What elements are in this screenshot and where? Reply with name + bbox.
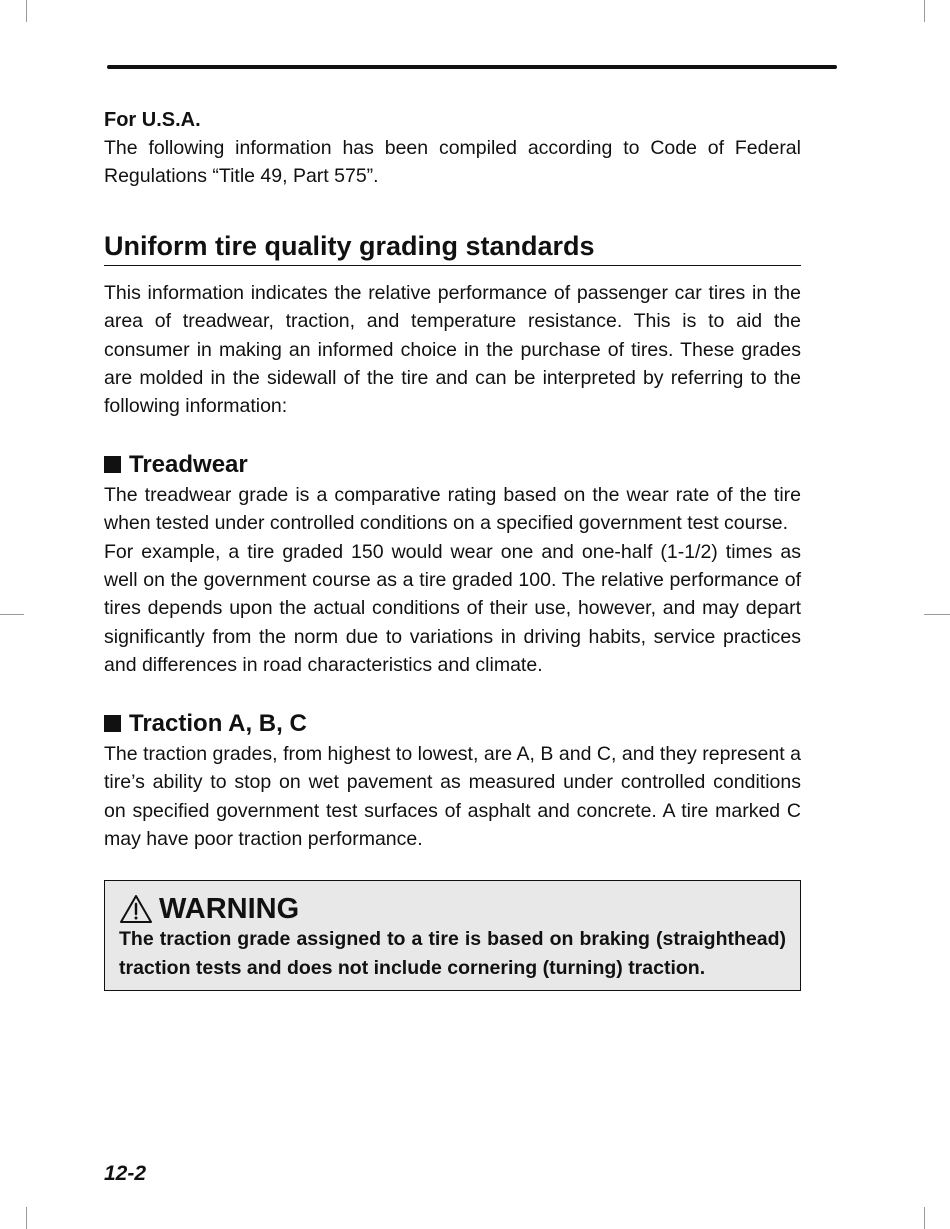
page-number: 12-2 [104,1162,147,1185]
page-content [104,106,801,991]
warning-box [104,880,801,991]
traction-heading-label: Traction A, B, C [129,709,307,737]
warning-text: The traction grade assigned to a tire is based on braking (straighthead) traction tests and does not include cornering (turning) traction. [119,928,786,979]
section-title: Uniform tire quality grading standards [104,229,801,266]
warning-title-label: WARNING [159,893,300,926]
treadwear-heading [104,449,801,481]
crop-mark-bottom-left [26,1207,27,1229]
region-heading: For U.S.A. [104,109,201,131]
warning-triangle-icon [119,894,153,924]
crop-mark-bottom-right [924,1207,925,1229]
treadwear-paragraph-1: The treadwear grade is a comparative rating based on the wear rate of the tire when tested under controlled conditions on a specified government test course. [104,483,801,535]
treadwear-heading-label: Treadwear [129,450,248,478]
crop-mark-top-left [26,0,27,22]
top-rule [107,65,837,69]
crop-mark-mid-right [924,614,950,615]
warning-title [119,893,786,925]
square-bullet-icon [104,456,121,473]
traction-paragraph: The traction grades, from highest to lowest, are A, B and C, and they represent a tire’s ability to stop on wet pavement as measured under controlled conditions on specified government test surfaces of asphalt and concrete. A tire marked C may have poor traction performance. [104,742,801,850]
crop-mark-top-right [924,0,925,22]
regulation-intro: The following information has been compiled according to Code of Federal Regulations “Title 49, Part 575”. [104,137,801,188]
square-bullet-icon [104,715,121,732]
crop-mark-mid-left [0,614,24,615]
traction-heading [104,708,801,740]
section-intro: This information indicates the relative performance of passenger car tires in the area of treadwear, traction, and temperature resistance. This is to aid the consumer in making an informed choice in the purchase of tires. These grades are molded in the sidewall of the tire and can be interpreted by referring to the following information: [104,281,801,418]
treadwear-paragraph-2: For example, a tire graded 150 would wear one and one-half (1-1/2) times as well on the government course as a tire graded 100. The relative performance of tires depends upon the actual conditions of their use, however, and may depart significantly from the norm due to variations in driving habits, service practices and differences in road characteristics and climate. [104,540,801,677]
